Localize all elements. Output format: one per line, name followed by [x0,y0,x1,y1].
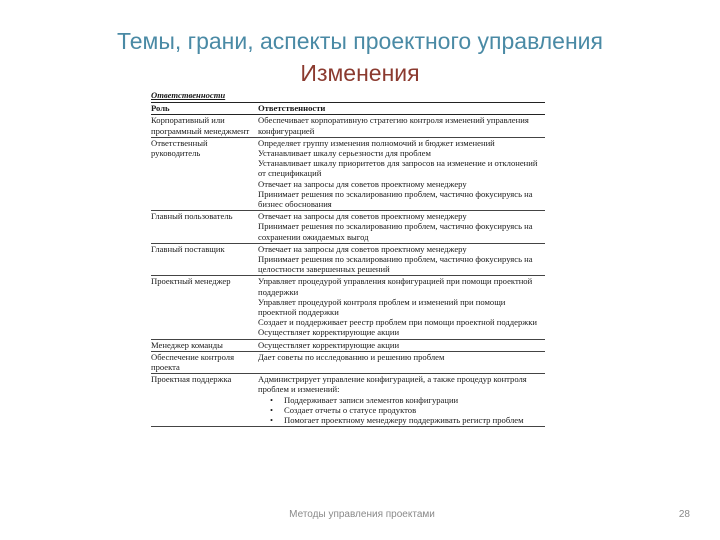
responsibility-line: Отвечает на запросы для советов проектному менеджеру [258,178,467,189]
table-row [151,351,545,373]
responsibilities-cell [258,351,545,373]
slide-footer: Методы управления проектами [289,509,435,520]
responsibility-bullet-list [258,395,545,426]
table-header-row [151,103,545,115]
responsibility-line: Управляет процедурой контроля проблем и изменений при помощи проектной поддержки [258,296,506,318]
role-cell: Менеджер команды [151,339,223,350]
responsibility-line: Отвечает на запросы для советов проектному менеджеру [258,243,467,254]
role-cell: Главный пользователь [151,211,233,222]
responsibilities-document [151,90,545,427]
responsibility-line: Администрирует управление конфигурацией, а также процедур контроля проблем и изменений: [258,374,527,395]
responsibility-line: Принимает решения по эскалированию проблем, частично фокусируясь на целостности завершенных решений [258,254,533,275]
slide-title: Темы, грани, аспекты проектного управления [117,28,603,54]
table-row [151,276,545,339]
responsibility-line: Устанавливает шкалу приоритетов для запросов на изменение и отклонений от спецификаций [258,158,538,179]
slide-subtitle: Изменения [300,60,420,86]
role-cell: Главный поставщик [151,243,225,254]
responsibilities-cell [258,211,545,244]
responsibility-line: Дает советы по исследованию и решению проблем [258,351,445,362]
page-number: 28 [678,509,690,520]
responsibilities-cell [258,137,545,210]
header-responsibilities: Ответственности [258,103,326,114]
table-row [151,339,545,351]
responsibilities-cell [258,276,545,339]
responsibility-line: Осуществляет корректирующие акции [258,327,400,338]
table-row [151,115,545,137]
role-cell: Ответственный руководитель [151,137,208,159]
responsibility-line: Определяет группу изменения полномочий и бюджет изменений [258,137,495,148]
responsibilities-table [151,102,545,427]
header-role: Роль [151,103,170,114]
bullet-item: • Создает отчеты о статусе продуктов [284,405,545,415]
responsibilities-cell [258,374,545,427]
role-cell: Проектный менеджер [151,276,231,287]
responsibility-line: Осуществляет корректирующие акции [258,339,400,350]
responsibilities-cell [258,115,545,137]
responsibility-line: Устанавливает шкалу серьезности для проблем [258,148,431,159]
role-cell: Проектная поддержка [151,374,232,385]
responsibilities-cell [258,339,545,351]
role-cell: Обеспечение контроля проекта [151,351,235,373]
responsibility-line: Принимает решения по эскалированию проблем, частично фокусируясь на сохранении ожидаемых выгод [258,221,533,242]
responsibility-line: Управляет процедурой управления конфигурацией при помощи проектной поддержки [258,276,533,297]
bullet-item: • Помогает проектному менеджеру поддерживать регистр проблем [284,415,545,425]
responsibility-line: Создает и поддерживает реестр проблем при помощи проектной поддержки [258,317,538,328]
responsibility-line: Отвечает на запросы для советов проектному менеджеру [258,211,467,222]
table-row [151,243,545,276]
bullet-item: • Поддерживает записи элементов конфигурации [284,395,545,405]
responsibility-line: Обеспечивает корпоративную стратегию контроля изменений управления конфигурацией [258,115,529,136]
table-row [151,137,545,210]
responsibility-line: Принимает решения по эскалированию проблем, частично фокусируясь на бизнес обоснования [258,188,533,210]
table-row [151,374,545,427]
table-row [151,211,545,244]
document-heading: Ответственности [151,90,226,100]
role-cell: Корпоративный или программный менеджмент [151,115,250,136]
responsibilities-cell [258,243,545,276]
